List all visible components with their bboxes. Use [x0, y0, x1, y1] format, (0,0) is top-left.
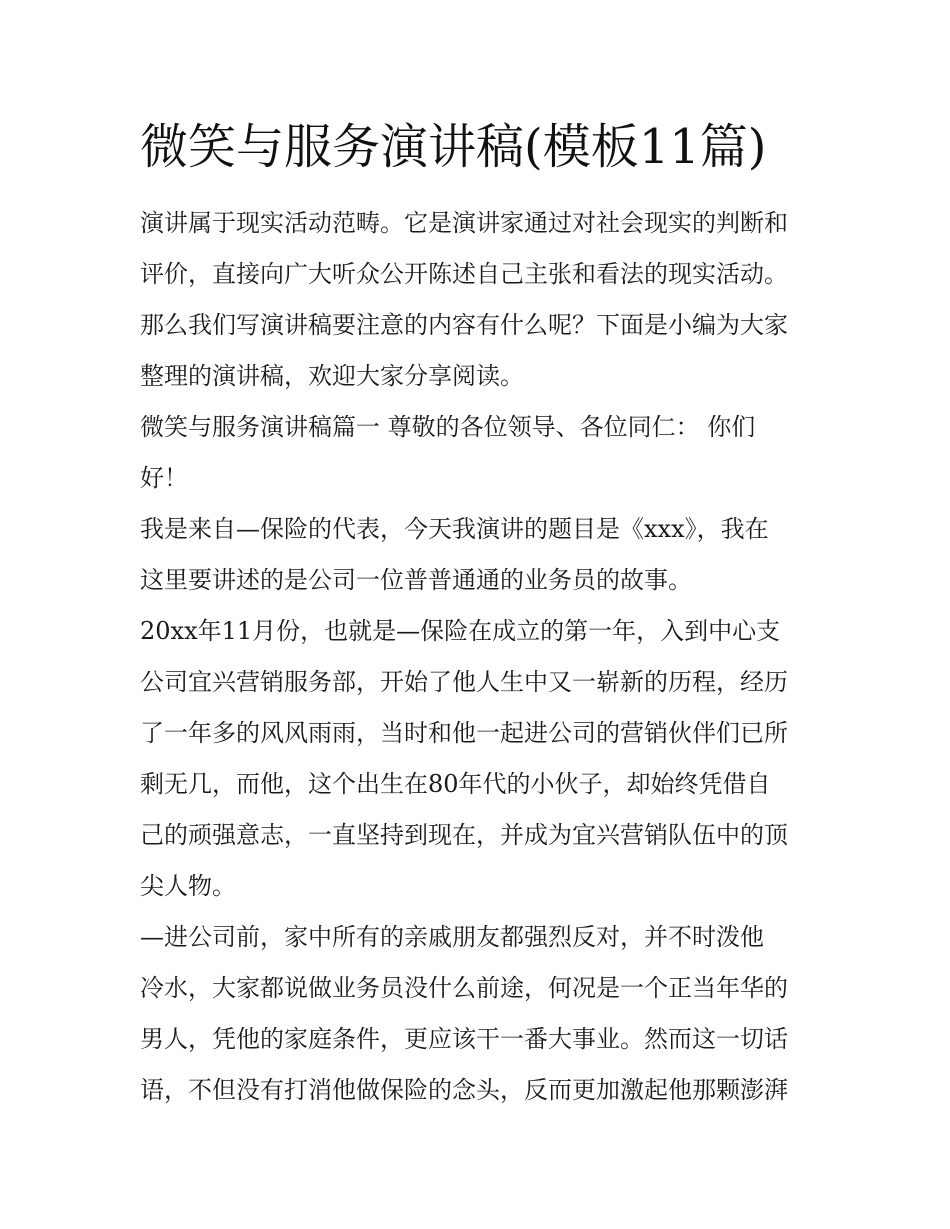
- body-line: 演讲属于现实活动范畴。它是演讲家通过对社会现实的判断和: [140, 209, 788, 237]
- body-line: 我是来自—保险的代表，今天我演讲的题目是《xxx》，我在: [140, 515, 769, 543]
- body-line: 语，不但没有打消他做保险的念头，反而更加激起他那颗澎湃: [140, 1076, 788, 1104]
- body-line: 好！: [140, 464, 188, 492]
- body-line: 冷水，大家都说做业务员没什么前途，何况是一个正当年华的: [140, 974, 788, 1002]
- body-line: 那么我们写演讲稿要注意的内容有什么呢？下面是小编为大家: [140, 311, 788, 339]
- document-title: 微笑与服务演讲稿(模板11篇): [140, 119, 767, 175]
- body-line: 剩无几，而他，这个出生在80年代的小伙子，却始终凭借自: [140, 770, 771, 798]
- body-line: 微笑与服务演讲稿篇一 尊敬的各位领导、各位同仁： 你们: [140, 413, 756, 441]
- document-body: [140, 198, 812, 1116]
- body-line: 评价，直接向广大听众公开陈述自己主张和看法的现实活动。: [140, 260, 788, 288]
- body-line: 尖人物。: [140, 872, 236, 900]
- body-line: 己的顽强意志，一直坚持到现在，并成为宜兴营销队伍中的顶: [140, 821, 788, 849]
- body-line: 这里要讲述的是公司一位普普通通的业务员的故事。: [140, 566, 692, 594]
- body-line: 了一年多的风风雨雨，当时和他一起进公司的营销伙伴们已所: [140, 719, 788, 747]
- body-line: 20xx年11月份，也就是—保险在成立的第一年，入到中心支: [140, 617, 781, 645]
- body-line: 公司宜兴营销服务部，开始了他人生中又一崭新的历程，经历: [140, 668, 788, 696]
- body-line: 男人，凭他的家庭条件，更应该干一番大事业。然而这一切话: [140, 1025, 788, 1053]
- body-line: —进公司前，家中所有的亲戚朋友都强烈反对，并不时泼他: [140, 923, 764, 951]
- body-line: 整理的演讲稿，欢迎大家分享阅读。: [140, 362, 524, 390]
